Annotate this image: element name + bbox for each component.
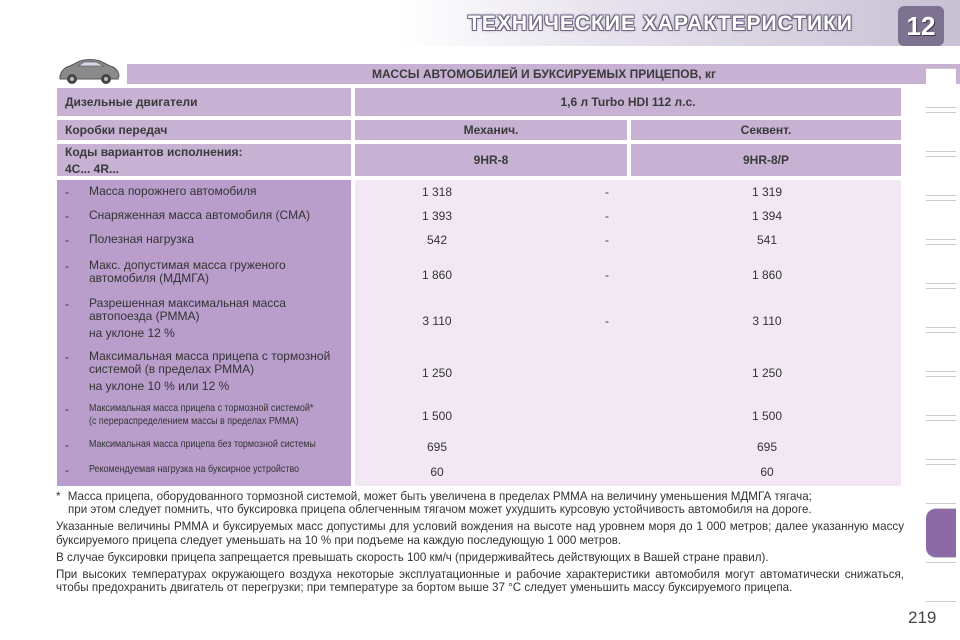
chapter-number: 12 (906, 11, 936, 41)
table-row (57, 209, 901, 229)
chapter-tab[interactable] (926, 376, 956, 416)
engine-label: Дизельные двигатели (57, 88, 351, 116)
row-value-v3: 541 (756, 233, 778, 247)
row-value-v3: 695 (756, 440, 778, 454)
chapter-tab[interactable] (926, 332, 956, 372)
chapter-badge (898, 6, 944, 46)
table-row (57, 402, 901, 432)
row-dash: - (65, 233, 69, 247)
chapter-tab[interactable] (926, 244, 956, 284)
chapter-tab[interactable] (926, 420, 956, 460)
row-value-v2: - (605, 268, 609, 282)
chapter-tab[interactable] (926, 68, 956, 108)
footnote (56, 490, 904, 516)
table-row (57, 463, 901, 483)
footnote-line2: при этом следует помнить, что буксировка прицепа облегченным тягачом может ухудшить курсовую устойчивость автомобиля на дороге. (68, 503, 812, 517)
table-row (57, 259, 901, 293)
row-label: Рекомендуемая нагрузка на буксирное устройство (89, 463, 300, 475)
page-title: ТЕХНИЧЕСКИЕ ХАРАКТЕРИСТИКИ (468, 12, 854, 35)
row-value-v3: 3 110 (752, 314, 782, 328)
code-sequential: 9HR-8/P (631, 144, 901, 176)
row-dash: - (65, 209, 69, 223)
row-value-v3: 60 (760, 465, 774, 479)
row-value-v1: 1 860 (421, 268, 453, 282)
codes-label (57, 144, 351, 176)
row-label: Снаряженная масса автомобиля (СМА) (89, 208, 311, 222)
row-dash: - (65, 259, 69, 273)
row-value-v2: - (605, 314, 609, 328)
page-number: 219 (908, 608, 937, 627)
row-dash: - (65, 438, 69, 452)
row-value-v2: - (605, 233, 609, 247)
table-row (57, 438, 901, 458)
chapter-sidebar (926, 68, 960, 628)
row-value-v2: - (605, 185, 609, 199)
chapter-tab-active[interactable] (926, 508, 956, 558)
row-value-v1: 1 500 (421, 409, 453, 423)
table-title: МАССЫ АВТОМОБИЛЕЙ И БУКСИРУЕМЫХ ПРИЦЕПОВ, кг (127, 64, 960, 84)
gearbox-label: Коробки передач (57, 120, 351, 140)
row-label: (с перераспределением массы в пределах РММА) (89, 415, 299, 427)
footnote-star: * (56, 490, 61, 503)
row-value-v3: 1 860 (751, 268, 783, 282)
chapter-tab[interactable] (926, 112, 956, 152)
row-label: Максимальная масса прицепа с тормозной (89, 349, 331, 363)
chapter-tab[interactable] (926, 562, 956, 602)
row-dash: - (65, 463, 69, 477)
row-dash: - (65, 185, 69, 199)
page-header (0, 0, 960, 52)
row-label: Макс. допустимая масса груженого (89, 258, 286, 272)
row-value-v3: 1 500 (751, 409, 783, 423)
row-label: Полезная нагрузка (89, 232, 194, 246)
gearbox-sequential: Секвент. (631, 120, 901, 140)
row-label: системой (в пределах РММА) (89, 362, 255, 376)
table-row (57, 297, 901, 347)
row-label: автомобиля (МДМГА) (89, 271, 209, 285)
codes-label-line2: 4C... 4R... (65, 161, 120, 176)
row-dash: - (65, 297, 69, 311)
row-value-v1: 542 (426, 233, 448, 247)
row-value-v3: 1 319 (751, 185, 783, 199)
chapter-tab[interactable] (926, 156, 956, 196)
row-label: на уклоне 10 % или 12 % (89, 379, 230, 393)
row-dash: - (65, 402, 69, 416)
chapter-tab[interactable] (926, 288, 956, 328)
row-label: автопоезда (РММА) (89, 309, 200, 323)
row-label: Максимальная масса прицепа без тормозной системы (89, 438, 316, 450)
code-manual: 9HR-8 (355, 144, 627, 176)
row-value-v1: 1 318 (421, 185, 453, 199)
row-value-v2: - (605, 209, 609, 223)
footnote-line1: Масса прицепа, оборудованного тормозной системой, может быть увеличена в пределах РММА на величину уменьшения МДМГА тягача; (67, 490, 812, 503)
note-temperature: При высоких температурах окружающего воздуха некоторые эксплуатационные и рабочие характеристики автомобиля могут автоматически снижаться, чтобы предохранить двигатель от перегрузки; при температуре за бортом выше 37 °С следует уменьшить массу буксируемого прицепа. (56, 568, 904, 595)
row-value-v1: 695 (426, 440, 448, 454)
row-value-v1: 3 110 (422, 314, 452, 328)
row-value-v1: 1 393 (421, 209, 453, 223)
row-label: Масса порожнего автомобиля (89, 184, 257, 198)
gearbox-manual: Механич. (355, 120, 627, 140)
row-label: на уклоне 12 % (89, 326, 175, 340)
car-icon (56, 56, 122, 86)
codes-label-line1: Коды вариантов исполнения: (65, 144, 243, 159)
row-value-v3: 1 394 (751, 209, 783, 223)
notes (56, 490, 904, 598)
note-altitude: Указанные величины РММА и буксируемых масс допустимы для условий вождения на высоте над уровнем моря до 1 000 метров; далее указанную массу буксируемого прицепа следует уменьшать на 10 % при подъеме на каждую последующую 1 000 метров. (56, 520, 904, 547)
chapter-tab[interactable] (926, 464, 956, 504)
row-value-v3: 1 250 (751, 366, 783, 380)
table-row (57, 350, 901, 398)
table-row (57, 233, 901, 253)
engine-value: 1,6 л Turbo HDI 112 л.с. (355, 88, 901, 116)
table-row (57, 185, 901, 205)
note-speed: В случае буксировки прицепа запрещается превышать скорость 100 км/ч (придерживайтесь действующих в Вашей стране правил). (56, 550, 769, 564)
chapter-tab[interactable] (926, 200, 956, 240)
row-value-v1: 60 (430, 465, 444, 479)
row-dash: - (65, 350, 69, 364)
row-label: Максимальная масса прицепа с тормозной системой* (89, 402, 314, 414)
row-label: Разрешенная максимальная масса (89, 296, 286, 310)
row-value-v1: 1 250 (421, 366, 453, 380)
